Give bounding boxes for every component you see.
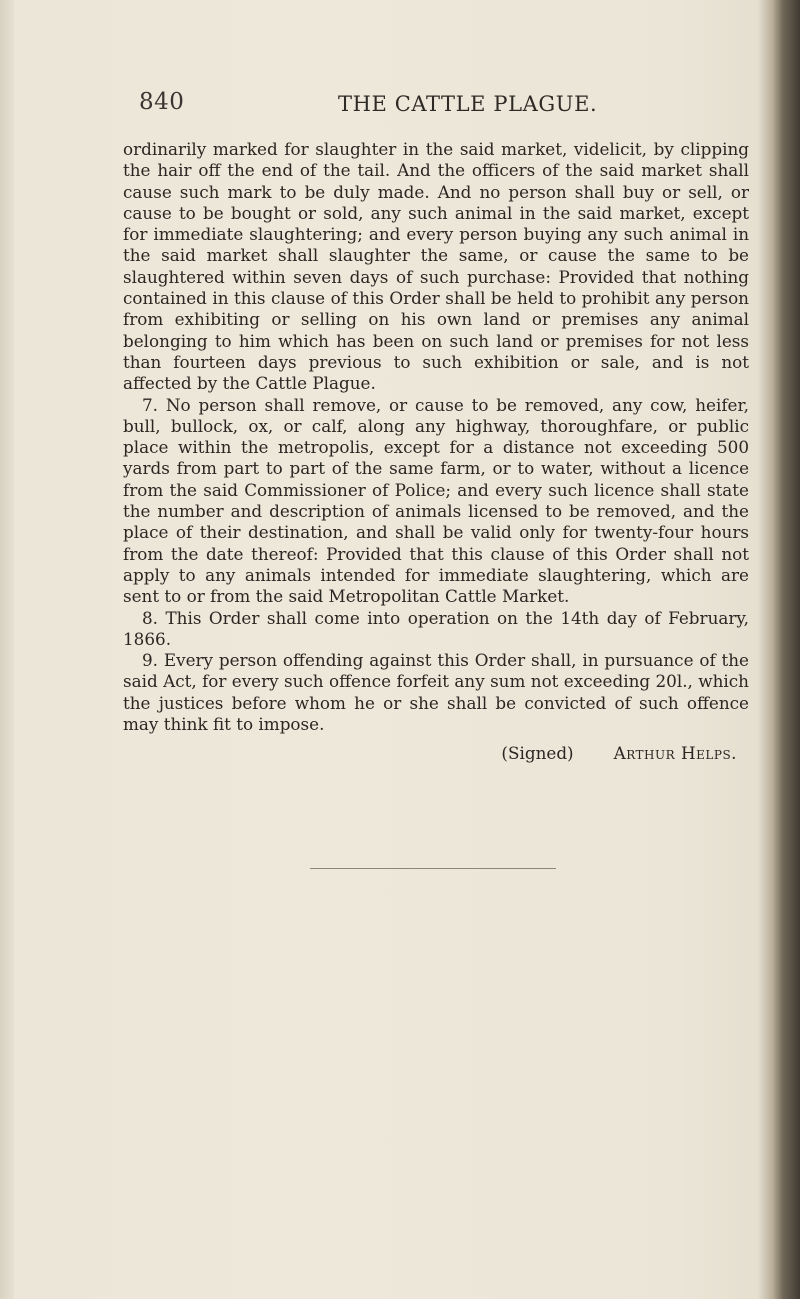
paragraph-clause-8: 8. This Order shall come into operation on the 14th day of February, 1866. xyxy=(123,607,749,649)
page-number: 840 xyxy=(139,89,185,115)
paragraph-clause-9: 9. Every person offending against this Order shall, in pursuance of the said Act, for every such offence forfeit any sum not exceeding 20l., which the justices before whom he or she shall be convicted of such offence may think fit to impose. xyxy=(123,650,749,735)
running-title: THE CATTLE PLAGUE. xyxy=(338,92,598,116)
book-edge-shadow xyxy=(758,0,800,1299)
page-gutter-shadow xyxy=(0,0,14,1299)
signed-label: (Signed) xyxy=(501,743,574,764)
signature-line xyxy=(123,743,749,764)
paragraph-continuation: ordinarily marked for slaughter in the said market, videlicit, by clipping the hair off the end of the tail. And the officers of the said market shall cause such mark to be duly made. And no person shall buy or sell, or cause to be bought or sold, any such animal in the said market, except for immediate slaughtering; and every person buying any such animal in the said market shall slaughter the same, or cause the same to be slaughtered within seven days of such purchase: Provided that nothing contained in this clause of this Order shall be held to prohibit any person from exhibiting or selling on his own land or premises any animal belonging to him which has been on such land or premises for not less than fourteen days previous to such exhibition or sale, and is not affected by the Cattle Plague. xyxy=(123,139,749,394)
body-text xyxy=(123,139,749,765)
paragraph-clause-7: 7. No person shall remove, or cause to be removed, any cow, heifer, bull, bullock, ox, or calf, along any highway, thoroughfare, or public place within the metropolis, except for a distance not exceeding 500 yards from part to part of the same farm, or to water, without a licence from the said Commissioner of Police; and every such licence shall state the number and description of animals licensed to be removed, and the place of their destination, and shall be valid only for twenty-four hours from the date thereof: Provided that this clause of this Order shall not apply to any animals intended for immediate slaughtering, which are sent to or from the said Metropolitan Cattle Market. xyxy=(123,394,749,607)
section-divider-rule xyxy=(310,868,556,869)
signer-name: Arthur Helps. xyxy=(613,743,737,764)
